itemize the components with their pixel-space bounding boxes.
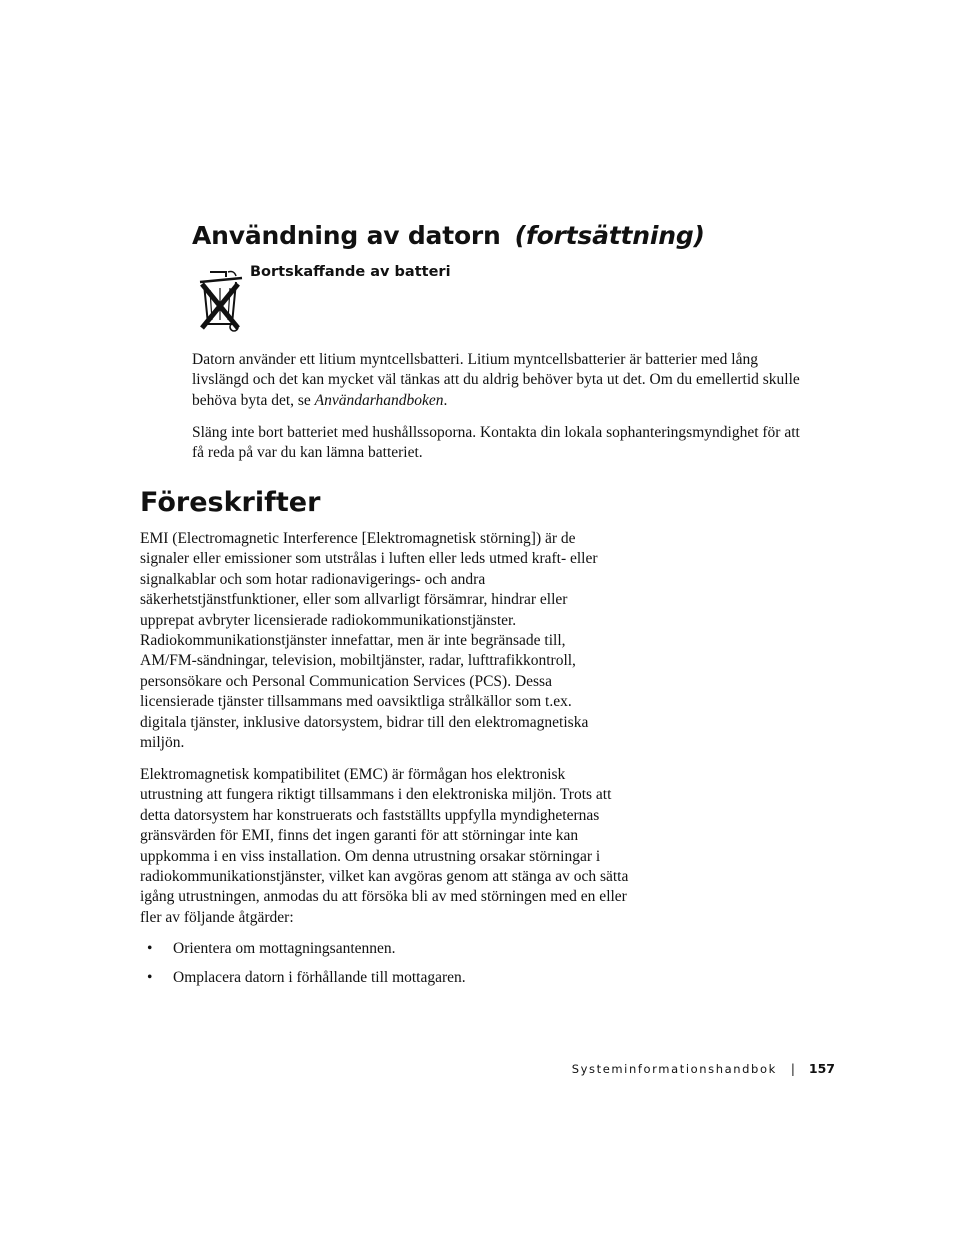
battery-paragraph-1 [192, 350, 802, 411]
section-title: Användning av datorn [192, 221, 501, 250]
bullet-list [140, 939, 620, 959]
emi-paragraph: EMI (Electromagnetic Interference [Elektromagnetisk störning]) är de signaler eller emissioner som utstrålas i luften eller leds utmed kraft- eller signalkablar och som hotar radionavigerings- och andra säkerhetstjänstfunktioner, eller som allvarligt försämrar, hindrar eller upprepat avbryter licensierade radiokommunikationstjänster. Radiokommunikationstjänster innefattar, men är inte begränsade till, AM/FM-sändningar, television, mobiltjänster, radar, lufttrafikkontroll, personsökare och Personal Communication Services (PCS). Dessa licensierade tjänster tillsammans med oavsiktliga strålkällor som t.ex. digitala tjänster, inklusive datorsystem, bidrar till den elektromagnetiska miljön. [140, 530, 598, 752]
battery-paragraph-1-end: . [443, 391, 448, 409]
emc-paragraph: Elektromagnetisk kompatibilitet (EMC) är förmågan hos elektronisk utrustning att fungera riktigt tillsammans i den elektroniska miljön. Trots att detta datorsystem har konstruerats och fastställts uppfylla myndigheternas gränsvärden för EMI, finns det ingen garanti för att störningar inte kan uppkomma i en viss installation. Om denna utrustning orsakar störningar i radiokommunikationstjänster, vilket kan avgöras genom att stänga av och sätta igång utrustningen, anmodas du att försöka bli av med störningen med en eller fler av följande åtgärder: [140, 766, 629, 926]
list-item-text: Omplacera datorn i förhållande till mottagaren. [173, 969, 466, 986]
list-item [140, 939, 620, 959]
page-footer [572, 1061, 835, 1076]
section-heading [192, 221, 705, 250]
bullet-symbol: • [147, 940, 153, 957]
footer-separator: | [790, 1061, 795, 1076]
list-item [140, 968, 620, 988]
battery-paragraph-2: Släng inte bort batteriet med hushållssoporna. Kontakta din lokala sophanteringsmyndighet för att få reda på var du kan lämna batteriet. [192, 424, 800, 462]
bullet-list [140, 968, 620, 988]
page-number: 157 [808, 1061, 835, 1076]
user-guide-reference: Användarhandboken [314, 391, 444, 409]
battery-paragraph-1-text: Datorn använder ett litium myntcellsbatteri. Litium myntcellsbatterier är batterier med lång livslängd och det kan mycket väl tänkas att du aldrig behöver byta ut det. Om du emellertid skulle behöva byta det, se [192, 351, 800, 409]
section-continued-label: (fortsättning) [514, 221, 705, 250]
crossed-out-wheeled-bin-icon [196, 268, 246, 334]
list-item-text: Orientera om mottagningsantennen. [173, 940, 396, 957]
bullet-symbol: • [147, 969, 153, 986]
footer-book-title: Systeminformationshandbok [571, 1061, 777, 1076]
battery-disposal-heading: Bortskaffande av batteri [250, 264, 451, 280]
regulations-heading: Föreskrifter [140, 487, 321, 518]
